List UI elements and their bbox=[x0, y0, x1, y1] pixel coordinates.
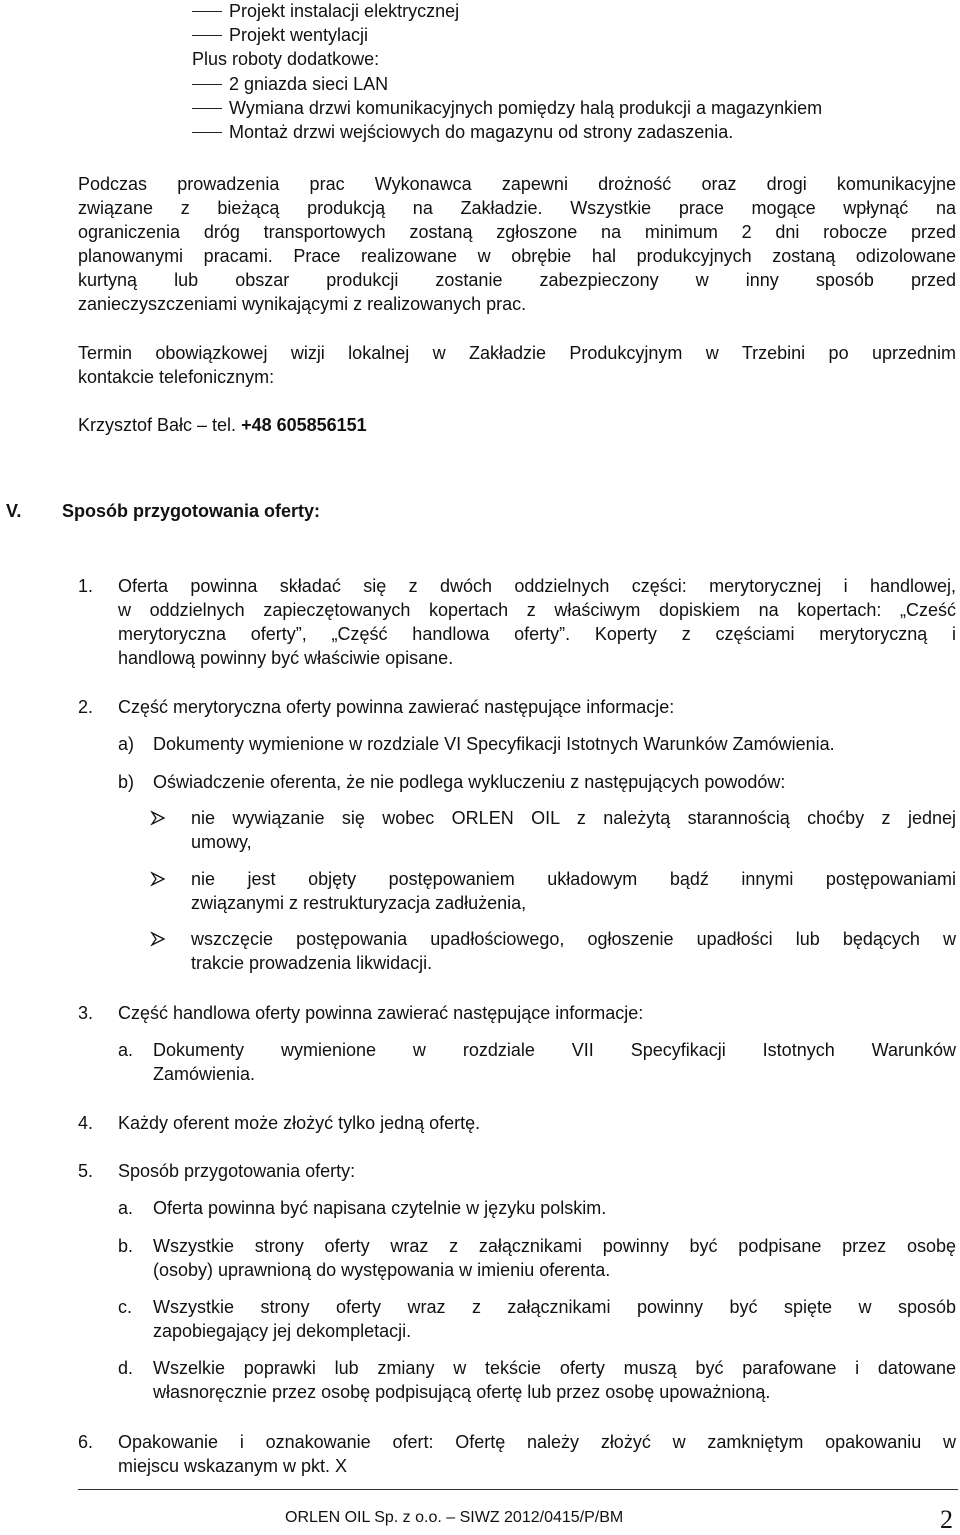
text-line: ograniczenia dróg transportowych zostaną zgłoszone na minimum 2 dni robocze przed bbox=[78, 222, 956, 242]
text-line: Podczas prowadzenia prac Wykonawca zapewni drożność oraz drogi komunikacyjne bbox=[78, 174, 956, 194]
list-item: Montaż drzwi wejściowych do magazynu od strony zadaszenia. bbox=[229, 122, 734, 142]
page-number: 2 bbox=[940, 1505, 953, 1534]
bullet-text: trakcie prowadzenia likwidacji. bbox=[191, 953, 433, 973]
sub-text: (osoby) uprawnioną do występowania w imieniu oferenta. bbox=[153, 1260, 611, 1280]
footer-rule bbox=[78, 1489, 958, 1490]
list-item: Projekt wentylacji bbox=[229, 25, 369, 45]
contact-line bbox=[78, 413, 367, 437]
bullet-text: związanymi z restrukturyzacja zadłużenia, bbox=[191, 893, 527, 913]
arrow-bullet-icon bbox=[150, 871, 166, 887]
text-line: planowanymi pracami. Prace realizowane w obrębie hal produkcyjnych zostaną odizolowane bbox=[78, 246, 956, 266]
dash-marker bbox=[192, 132, 222, 133]
dash-marker bbox=[192, 11, 222, 12]
item-number: 2. bbox=[78, 697, 94, 717]
sub-text: własnoręcznie przez osobę podpisującą ofertę lub przez osobę upoważnioną. bbox=[153, 1382, 771, 1402]
sub-text: Dokumenty wymienione w rozdziale VI Specyfikacji Istotnych Warunków Zamówienia. bbox=[153, 734, 835, 754]
sub-label: a) bbox=[118, 734, 135, 754]
arrow-bullet-icon bbox=[150, 931, 166, 947]
dash-marker bbox=[192, 84, 222, 85]
sub-text: Oferta powinna być napisana czytelnie w języku polskim. bbox=[153, 1198, 607, 1218]
sub-text: Wszelkie poprawki lub zmiany w tekście oferty muszą być parafowane i datowane bbox=[153, 1358, 956, 1378]
dash-marker bbox=[192, 35, 222, 36]
text-line: miejscu wskazanym w pkt. X bbox=[118, 1456, 348, 1476]
item-number: 3. bbox=[78, 1003, 94, 1023]
text-line: handlową powinny być właściwie opisane. bbox=[118, 648, 454, 668]
sub-text: Oświadczenie oferenta, że nie podlega wykluczeniu z następujących powodów: bbox=[153, 772, 786, 792]
sub-label: c. bbox=[118, 1297, 133, 1317]
text-line: kontakcie telefonicznym: bbox=[78, 367, 275, 387]
text-line: Oferta powinna składać się z dwóch oddzielnych części: merytorycznej i handlowej, bbox=[118, 576, 956, 596]
sub-label: d. bbox=[118, 1358, 134, 1378]
sub-text: zapobiegający jej dekompletacji. bbox=[153, 1321, 412, 1341]
item-number: 4. bbox=[78, 1113, 94, 1133]
item-text: Część handlowa oferty powinna zawierać następujące informacje: bbox=[118, 1003, 644, 1023]
text-line: w oddzielnych zapieczętowanych kopertach z właściwym dopiskiem na kopertach: „Cześć bbox=[118, 600, 956, 620]
sub-text: Wszystkie strony oferty wraz z załącznikami powinny być spięte w sposób bbox=[153, 1297, 956, 1317]
list-item: Wymiana drzwi komunikacyjnych pomiędzy halą produkcji a magazynkiem bbox=[229, 98, 823, 118]
text-line: zanieczyszczeniami wynikającymi z realizowanych prac. bbox=[78, 294, 527, 314]
list-item: 2 gniazda sieci LAN bbox=[229, 74, 389, 94]
bullet-text: wszczęcie postępowania upadłościowego, ogłoszenie upadłości lub będących w bbox=[191, 929, 956, 949]
sub-label: b. bbox=[118, 1236, 134, 1256]
item-text: Sposób przygotowania oferty: bbox=[118, 1161, 356, 1181]
section-number: V. bbox=[6, 501, 22, 521]
arrow-bullet-icon bbox=[150, 810, 166, 826]
section-title: Sposób przygotowania oferty: bbox=[62, 501, 321, 521]
item-number: 1. bbox=[78, 576, 94, 596]
item-number: 6. bbox=[78, 1432, 94, 1452]
bullet-text: nie wywiązanie się wobec ORLEN OIL z należytą starannością choćby z jednej bbox=[191, 808, 956, 828]
sub-text: Zamówienia. bbox=[153, 1064, 256, 1084]
sub-text: Dokumenty wymienione w rozdziale VII Specyfikacji Istotnych Warunków bbox=[153, 1040, 956, 1060]
extra-heading: Plus roboty dodatkowe: bbox=[192, 49, 380, 69]
item-text: Każdy oferent może złożyć tylko jedną ofertę. bbox=[118, 1113, 481, 1133]
sub-label: b) bbox=[118, 772, 135, 792]
bullet-text: nie jest objęty postępowaniem układowym bądź innymi postępowaniami bbox=[191, 869, 956, 889]
text-line: Opakowanie i oznakowanie ofert: Ofertę należy złożyć w zamkniętym opakowaniu w bbox=[118, 1432, 956, 1452]
text-line: merytoryczna oferty”, „Część handlowa oferty”. Koperty z częściami merytoryczną i bbox=[118, 624, 956, 644]
contact-name: Krzysztof Bałc – tel. bbox=[78, 415, 242, 435]
list-item: Projekt instalacji elektrycznej bbox=[229, 1, 460, 21]
sub-text: Wszystkie strony oferty wraz z załącznikami powinny być podpisane przez osobę bbox=[153, 1236, 956, 1256]
text-line: związane z bieżącą produkcją na Zakładzie. Wszystkie prace mogące wpłynąć na bbox=[78, 198, 956, 218]
contact-phone: +48 605856151 bbox=[241, 415, 367, 435]
item-text: Część merytoryczna oferty powinna zawierać następujące informacje: bbox=[118, 697, 675, 717]
text-line: kurtyną lub obszar produkcji zostanie zabezpieczony w inny sposób przed bbox=[78, 270, 956, 290]
item-number: 5. bbox=[78, 1161, 94, 1181]
sub-label: a. bbox=[118, 1040, 134, 1060]
dash-marker bbox=[192, 108, 222, 109]
sub-label: a. bbox=[118, 1198, 134, 1218]
bullet-text: umowy, bbox=[191, 832, 252, 852]
text-line: Termin obowiązkowej wizji lokalnej w Zakładzie Produkcyjnym w Trzebini po uprzednim bbox=[78, 343, 956, 363]
footer-text: ORLEN OIL Sp. z o.o. – SIWZ 2012/0415/P/BM bbox=[285, 1509, 624, 1526]
